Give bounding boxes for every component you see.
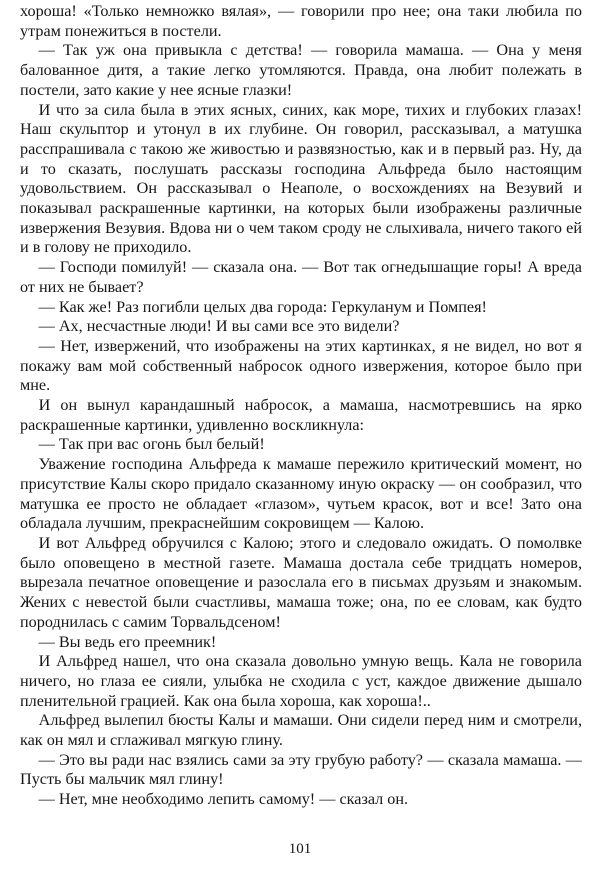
paragraph-11: И вот Альфред обручился с Калою; этого и следовало ожидать. О помолвке было оповещено в местной газете. Мамаша достала себе тридцать номеров, вырезала печатное оповещение и разослала его в письмах друзьям и знакомым. Жених с невестой были счастливы, мамаша тоже; она, по ее словам, как будто породнилась с самим Торвальдсеном! xyxy=(20,533,582,631)
paragraph-3: И что за сила была в этих ясных, синих, как море, тихих и глубоких глазах! Наш скульптор и утонул в их глубине. Он говорил, рассказывал, а матушка расспрашивала с такою же живостью и развязностью, как и в первый раз. Ну, да и то сказать, послушать рассказы господина Альфреда было настоящим удовольствием. Он рассказывал о Неаполе, о восхождениях на Везувий и показывал раскрашенные картинки, на которых были изображены различные извержения Везувия. Вдова ни о чем таком сроду не слыхивала, ничего такого ей и в голову не приходило. xyxy=(20,100,582,257)
paragraph-8: И он вынул карандашный набросок, а мамаша, насмотревшись на ярко раскрашенные картинки, удивленно воскликнула: xyxy=(20,396,582,434)
paragraph-12: — Вы ведь его преемник! xyxy=(38,632,217,651)
paragraph-16: — Нет, мне необходимо лепить самому! — сказал он. xyxy=(38,790,409,809)
page-text xyxy=(20,2,582,810)
paragraph-9: — Так при вас огонь был белый! xyxy=(38,435,265,454)
paragraph-15: — Это вы ради нас взялись сами за эту грубую работу? — сказала мамаша. — Пусть бы мальчик мял глину! xyxy=(20,750,582,789)
paragraph-5: — Как же! Раз погибли целых два города: Геркуланум и Помпея! xyxy=(38,297,487,316)
paragraph-1: хороша! «Только немножко вялая», — говорили про нее; она таки любила по утрам понежиться в постели. xyxy=(20,2,582,40)
paragraph-7: — Нет, извержений, что изображены на этих картинках, я не видел, но вот я покажу вам мой собственный набросок одного извержения, которое было при мне. xyxy=(20,336,582,395)
paragraph-14: Альфред вылепил бюсты Калы и мамаши. Они сидели перед ним и смотрели, как он мял и сглаживал мягкую глину. xyxy=(20,711,582,750)
paragraph-10: Уважение господина Альфреда к мамаше пережило критический момент, но присутствие Калы скоро придало сказанному иную окраску — он сообразил, что матушка ее просто не обладает «глазом», чутьем красок, вот и все! Зато она обладала лучшим, прекраснейшим сокровищем — Калою. xyxy=(20,455,582,533)
paragraph-6: — Ах, несчастные люди! И вы сами все это видели? xyxy=(38,317,400,336)
paragraph-2: — Так уж она привыкла с детства! — говорила мамаша. — Она у меня балованное дитя, а такие легко утомляются. Правда, она любит полежать в постели, зато какие у нее ясные глазки! xyxy=(20,41,582,99)
paragraph-4: — Господи помилуй! — сказала она. — Вот так огнедышащие горы! А вреда от них не бывает? xyxy=(20,258,582,296)
page-number: 101 xyxy=(288,841,312,857)
paragraph-13: И Альфред нашел, что она сказала довольно умную вещь. Кала не говорила ничего, но глаза ее сияли, улыбка не сходила с уст, каждое движение дышало пленительной грацией. Как она была хороша, как хороша!.. xyxy=(20,652,582,710)
